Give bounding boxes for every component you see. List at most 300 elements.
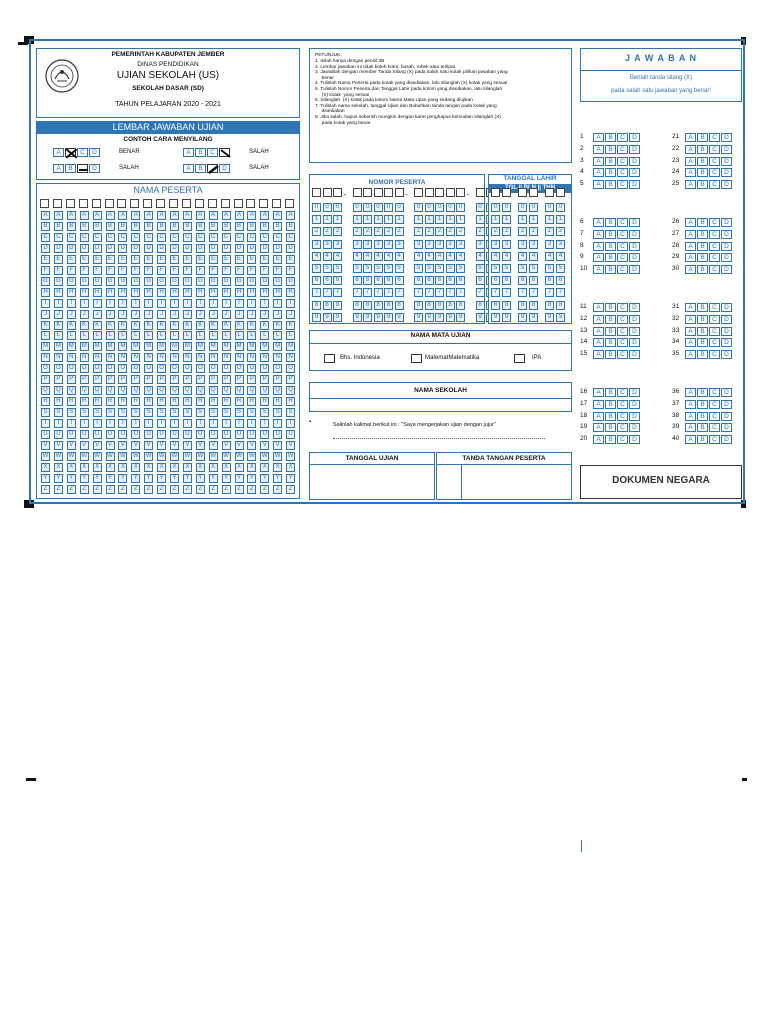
name-bubble-w[interactable]: W [158,452,165,459]
name-bubble-v[interactable]: V [157,441,166,450]
nomor-bubble-5[interactable]: 5 [435,264,444,273]
nomor-bubble-8[interactable]: 8 [312,301,321,310]
name-bubble-p[interactable]: P [106,375,115,384]
nomor-bubble-6[interactable]: 6 [374,276,383,285]
name-bubble-i[interactable]: I [106,299,115,308]
name-bubble-a[interactable]: A [196,211,205,220]
tgl-bubble-0[interactable]: 0 [529,203,538,212]
tgl-bubble-0[interactable]: 0 [556,203,565,212]
answer-option-d[interactable]: D [629,157,640,166]
name-bubble-q[interactable]: Q [260,386,269,395]
nomor-bubble-3[interactable]: 3 [363,240,372,249]
name-bubble-n[interactable]: N [209,353,218,362]
name-bubble-z[interactable]: Z [106,485,115,494]
name-bubble-l[interactable]: L [235,331,244,340]
name-bubble-p[interactable]: P [170,375,179,384]
name-bubble-j[interactable]: J [80,310,89,319]
name-bubble-a[interactable]: A [235,211,244,220]
nomor-bubble-2[interactable]: 2 [456,227,465,236]
answer-option-a[interactable]: A [593,180,604,189]
name-bubble-t[interactable]: T [286,419,295,428]
nomor-bubble-5[interactable]: 5 [384,264,393,273]
name-bubble-c[interactable]: C [196,233,205,242]
tgl-bubble-8[interactable]: 8 [556,301,565,310]
answer-option-b[interactable]: B [697,412,708,421]
nomor-bubble-8[interactable]: 8 [353,301,362,310]
name-bubble-m[interactable]: M [146,343,152,350]
answer-option-b[interactable]: B [697,180,708,189]
tgl-write-box[interactable] [545,188,554,197]
name-bubble-b[interactable]: B [54,222,63,231]
nomor-bubble-8[interactable]: 8 [476,301,485,310]
nomor-bubble-8[interactable]: 8 [414,301,423,310]
answer-option-b[interactable]: B [605,145,616,154]
name-bubble-c[interactable]: C [235,233,244,242]
tanda-tangan-box[interactable] [436,452,572,500]
name-bubble-j[interactable]: J [93,310,102,319]
answer-option-c[interactable]: C [617,253,628,262]
nomor-bubble-8[interactable]: 8 [425,301,434,310]
subject-checkbox-bhs-indonesia[interactable] [324,354,335,363]
name-bubble-r[interactable]: R [273,397,282,406]
tgl-bubble-8[interactable]: 8 [529,301,538,310]
name-bubble-m[interactable]: M [43,343,48,350]
nomor-bubble-9[interactable]: 9 [414,313,423,322]
name-bubble-p[interactable]: P [247,375,256,384]
name-bubble-n[interactable]: N [131,353,140,362]
answer-option-d[interactable]: D [721,303,732,312]
name-bubble-w[interactable]: W [236,452,242,459]
nomor-bubble-1[interactable]: 1 [435,215,444,224]
answer-option-a[interactable]: A [685,265,696,274]
name-bubble-x[interactable]: X [235,463,244,472]
answer-option-a[interactable]: A [593,423,604,432]
answer-option-c[interactable]: C [709,400,720,409]
nomor-write-box[interactable] [446,188,455,197]
name-bubble-x[interactable]: X [222,463,231,472]
answer-option-a[interactable]: A [593,338,604,347]
name-bubble-b[interactable]: B [209,222,218,231]
name-bubble-s[interactable]: S [131,408,140,417]
nomor-bubble-4[interactable]: 4 [435,252,444,261]
answer-option-d[interactable]: D [629,423,640,432]
name-bubble-y[interactable]: Y [183,474,192,483]
answer-option-b[interactable]: B [605,253,616,262]
answer-option-b[interactable]: B [605,435,616,444]
name-bubble-k[interactable]: K [144,321,153,330]
name-bubble-t[interactable]: T [118,419,127,428]
name-bubble-u[interactable]: U [260,430,269,439]
answer-option-c[interactable]: C [709,218,720,227]
name-bubble-e[interactable]: E [286,255,295,264]
nomor-bubble-2[interactable]: 2 [435,227,444,236]
name-bubble-n[interactable]: N [54,353,63,362]
name-bubble-x[interactable]: X [93,463,102,472]
name-bubble-k[interactable]: K [170,321,179,330]
name-bubble-k[interactable]: K [196,321,205,330]
name-bubble-h[interactable]: H [170,288,179,297]
nomor-bubble-3[interactable]: 3 [414,240,423,249]
answer-option-c[interactable]: C [617,180,628,189]
name-bubble-y[interactable]: Y [273,474,282,483]
name-bubble-b[interactable]: B [196,222,205,231]
name-bubble-r[interactable]: R [80,397,89,406]
nomor-bubble-1[interactable]: 1 [363,215,372,224]
name-bubble-o[interactable]: O [80,364,89,373]
nomor-bubble-5[interactable]: 5 [333,264,342,273]
name-bubble-l[interactable]: L [196,331,205,340]
name-bubble-c[interactable]: C [144,233,153,242]
name-bubble-p[interactable]: P [222,375,231,384]
answer-option-d[interactable]: D [629,145,640,154]
name-bubble-f[interactable]: F [273,266,282,275]
name-bubble-c[interactable]: C [106,233,115,242]
nomor-bubble-7[interactable]: 7 [363,288,372,297]
answer-option-c[interactable]: C [709,265,720,274]
answer-option-b[interactable]: B [697,265,708,274]
name-bubble-e[interactable]: E [80,255,89,264]
name-bubble-u[interactable]: U [106,430,115,439]
name-bubble-g[interactable]: G [144,277,153,286]
nomor-bubble-9[interactable]: 9 [353,313,362,322]
name-bubble-r[interactable]: R [260,397,269,406]
name-bubble-n[interactable]: N [170,353,179,362]
name-bubble-j[interactable]: J [183,310,192,319]
nomor-write-box[interactable] [435,188,444,197]
nomor-bubble-2[interactable]: 2 [476,227,485,236]
name-bubble-r[interactable]: R [144,397,153,406]
name-bubble-d[interactable]: D [157,244,166,253]
tgl-bubble-8[interactable]: 8 [518,301,527,310]
answer-option-c[interactable]: C [617,338,628,347]
name-bubble-r[interactable]: R [157,397,166,406]
nomor-bubble-3[interactable]: 3 [323,240,332,249]
nomor-bubble-3[interactable]: 3 [435,240,444,249]
nomor-bubble-0[interactable]: 0 [374,203,383,212]
answer-option-b[interactable]: B [605,157,616,166]
answer-option-c[interactable]: C [709,168,720,177]
name-bubble-h[interactable]: H [80,288,89,297]
name-bubble-y[interactable]: Y [286,474,295,483]
name-bubble-s[interactable]: S [118,408,127,417]
name-bubble-x[interactable]: X [41,463,50,472]
name-bubble-k[interactable]: K [260,321,269,330]
name-bubble-p[interactable]: P [144,375,153,384]
name-bubble-m[interactable]: M [210,343,216,350]
answer-option-d[interactable]: D [629,388,640,397]
name-bubble-x[interactable]: X [80,463,89,472]
tgl-bubble-8[interactable]: 8 [491,301,500,310]
name-bubble-i[interactable]: I [144,299,153,308]
nomor-bubble-9[interactable]: 9 [333,313,342,322]
name-bubble-r[interactable]: R [106,397,115,406]
answer-option-a[interactable]: A [685,315,696,324]
answer-option-a[interactable]: A [593,400,604,409]
answer-option-b[interactable]: B [697,423,708,432]
name-bubble-m[interactable]: M [133,343,139,350]
name-bubble-s[interactable]: S [67,408,76,417]
answer-option-d[interactable]: D [629,350,640,359]
nomor-write-box[interactable] [384,188,393,197]
name-bubble-o[interactable]: O [170,364,179,373]
name-bubble-r[interactable]: R [170,397,179,406]
answer-option-d[interactable]: D [629,242,640,251]
tanggal-ujian-box[interactable] [309,452,435,500]
nomor-bubble-3[interactable]: 3 [456,240,465,249]
nomor-bubble-0[interactable]: 0 [353,203,362,212]
answer-option-c[interactable]: C [617,303,628,312]
name-bubble-q[interactable]: Q [93,386,102,395]
tgl-write-box[interactable] [529,188,538,197]
name-bubble-k[interactable]: K [54,321,63,330]
name-bubble-o[interactable]: O [286,364,295,373]
name-bubble-b[interactable]: B [247,222,256,231]
name-bubble-z[interactable]: Z [222,485,231,494]
name-bubble-h[interactable]: H [41,288,50,297]
name-bubble-w[interactable]: W [145,452,152,459]
nomor-bubble-7[interactable]: 7 [384,288,393,297]
nomor-bubble-0[interactable]: 0 [476,203,485,212]
answer-option-a[interactable]: A [685,338,696,347]
name-bubble-r[interactable]: R [67,397,76,406]
tgl-write-box[interactable] [518,188,527,197]
name-bubble-e[interactable]: E [131,255,140,264]
name-bubble-i[interactable]: I [93,299,102,308]
nomor-bubble-0[interactable]: 0 [363,203,372,212]
name-bubble-t[interactable]: T [209,419,218,428]
name-bubble-f[interactable]: F [247,266,256,275]
name-bubble-l[interactable]: L [247,331,256,340]
answer-option-c[interactable]: C [709,230,720,239]
name-bubble-t[interactable]: T [222,419,231,428]
name-bubble-i[interactable]: I [260,299,269,308]
name-bubble-h[interactable]: H [247,288,256,297]
answer-option-a[interactable]: A [593,230,604,239]
nomor-write-box[interactable] [363,188,372,197]
name-bubble-d[interactable]: D [118,244,127,253]
tgl-bubble-7[interactable]: 7 [502,288,511,297]
name-bubble-g[interactable]: G [222,277,231,286]
tgl-bubble-2[interactable]: 2 [502,227,511,236]
name-bubble-p[interactable]: P [80,375,89,384]
name-bubble-v[interactable]: V [196,441,205,450]
name-bubble-i[interactable]: I [170,299,179,308]
answer-option-d[interactable]: D [721,400,732,409]
name-bubble-s[interactable]: S [170,408,179,417]
name-bubble-v[interactable]: V [170,441,179,450]
answer-option-d[interactable]: D [629,133,640,142]
answer-option-b[interactable]: B [697,315,708,324]
name-bubble-f[interactable]: F [118,266,127,275]
name-bubble-y[interactable]: Y [41,474,50,483]
answer-option-a[interactable]: A [685,168,696,177]
answer-option-c[interactable]: C [709,327,720,336]
name-bubble-r[interactable]: R [54,397,63,406]
name-bubble-f[interactable]: F [170,266,179,275]
nomor-bubble-1[interactable]: 1 [323,215,332,224]
name-bubble-w[interactable]: W [68,452,75,459]
name-bubble-v[interactable]: V [235,441,244,450]
name-bubble-g[interactable]: G [273,277,282,286]
answer-option-d[interactable]: D [721,157,732,166]
name-bubble-b[interactable]: B [157,222,166,231]
nomor-bubble-1[interactable]: 1 [374,215,383,224]
answer-option-b[interactable]: B [697,230,708,239]
name-bubble-n[interactable]: N [247,353,256,362]
nomor-bubble-0[interactable]: 0 [312,203,321,212]
name-bubble-u[interactable]: U [144,430,153,439]
name-write-box[interactable] [130,199,139,208]
name-bubble-c[interactable]: C [80,233,89,242]
nomor-bubble-6[interactable]: 6 [333,276,342,285]
name-bubble-k[interactable]: K [235,321,244,330]
nomor-bubble-4[interactable]: 4 [414,252,423,261]
nomor-bubble-3[interactable]: 3 [312,240,321,249]
name-bubble-n[interactable]: N [144,353,153,362]
tgl-write-box[interactable] [502,188,511,197]
name-bubble-l[interactable]: L [80,331,89,340]
name-bubble-m[interactable]: M [55,343,61,350]
name-bubble-m[interactable]: M [236,343,242,350]
answer-option-c[interactable]: C [709,435,720,444]
name-bubble-d[interactable]: D [144,244,153,253]
answer-option-b[interactable]: B [605,303,616,312]
name-bubble-d[interactable]: D [54,244,63,253]
name-bubble-c[interactable]: C [54,233,63,242]
nomor-bubble-5[interactable]: 5 [414,264,423,273]
name-bubble-d[interactable]: D [235,244,244,253]
name-bubble-x[interactable]: X [247,463,256,472]
name-bubble-t[interactable]: T [247,419,256,428]
name-bubble-q[interactable]: Q [80,386,89,395]
name-bubble-x[interactable]: X [67,463,76,472]
nomor-bubble-8[interactable]: 8 [446,301,455,310]
nomor-bubble-9[interactable]: 9 [425,313,434,322]
tgl-bubble-6[interactable]: 6 [502,276,511,285]
name-bubble-x[interactable]: X [260,463,269,472]
tgl-bubble-9[interactable]: 9 [545,313,554,322]
name-write-box[interactable] [66,199,75,208]
name-bubble-v[interactable]: V [273,441,282,450]
name-bubble-a[interactable]: A [286,211,295,220]
name-bubble-x[interactable]: X [170,463,179,472]
nomor-bubble-2[interactable]: 2 [312,227,321,236]
name-bubble-z[interactable]: Z [209,485,218,494]
name-bubble-z[interactable]: Z [247,485,256,494]
name-bubble-k[interactable]: K [286,321,295,330]
answer-option-a[interactable]: A [685,133,696,142]
nomor-bubble-5[interactable]: 5 [374,264,383,273]
name-bubble-q[interactable]: Q [157,386,166,395]
name-write-box[interactable] [246,199,255,208]
name-bubble-u[interactable]: U [273,430,282,439]
name-bubble-v[interactable]: V [93,441,102,450]
name-bubble-j[interactable]: J [247,310,256,319]
tgl-bubble-9[interactable]: 9 [529,313,538,322]
nomor-bubble-6[interactable]: 6 [363,276,372,285]
name-bubble-v[interactable]: V [209,441,218,450]
answer-option-c[interactable]: C [617,133,628,142]
name-bubble-a[interactable]: A [118,211,127,220]
name-bubble-p[interactable]: P [54,375,63,384]
tgl-bubble-3[interactable]: 3 [518,240,527,249]
answer-option-d[interactable]: D [721,230,732,239]
name-bubble-y[interactable]: Y [106,474,115,483]
name-bubble-h[interactable]: H [93,288,102,297]
name-write-box[interactable] [143,199,152,208]
name-bubble-s[interactable]: S [222,408,231,417]
name-bubble-p[interactable]: P [157,375,166,384]
name-bubble-h[interactable]: H [106,288,115,297]
answer-option-a[interactable]: A [593,265,604,274]
name-bubble-u[interactable]: U [157,430,166,439]
tgl-bubble-6[interactable]: 6 [545,276,554,285]
nomor-bubble-9[interactable]: 9 [476,313,485,322]
name-bubble-g[interactable]: G [131,277,140,286]
tgl-bubble-5[interactable]: 5 [529,264,538,273]
name-bubble-g[interactable]: G [235,277,244,286]
name-bubble-e[interactable]: E [209,255,218,264]
name-bubble-h[interactable]: H [286,288,295,297]
name-bubble-t[interactable]: T [67,419,76,428]
nomor-bubble-4[interactable]: 4 [312,252,321,261]
name-bubble-w[interactable]: W [274,452,281,459]
tgl-bubble-2[interactable]: 2 [556,227,565,236]
name-bubble-u[interactable]: U [41,430,50,439]
answer-option-d[interactable]: D [629,338,640,347]
statement-write-line[interactable] [333,438,545,439]
name-bubble-x[interactable]: X [118,463,127,472]
answer-option-a[interactable]: A [593,435,604,444]
nomor-bubble-6[interactable]: 6 [456,276,465,285]
nomor-write-box[interactable] [374,188,383,197]
nomor-bubble-8[interactable]: 8 [333,301,342,310]
name-bubble-y[interactable]: Y [209,474,218,483]
answer-option-a[interactable]: A [593,303,604,312]
answer-option-b[interactable]: B [697,218,708,227]
name-bubble-a[interactable]: A [54,211,63,220]
name-bubble-c[interactable]: C [183,233,192,242]
name-write-box[interactable] [221,199,230,208]
name-bubble-b[interactable]: B [170,222,179,231]
name-bubble-j[interactable]: J [235,310,244,319]
name-bubble-o[interactable]: O [183,364,192,373]
nomor-bubble-1[interactable]: 1 [384,215,393,224]
name-bubble-n[interactable]: N [157,353,166,362]
name-bubble-k[interactable]: K [67,321,76,330]
name-bubble-j[interactable]: J [209,310,218,319]
name-bubble-a[interactable]: A [144,211,153,220]
name-bubble-q[interactable]: Q [54,386,63,395]
name-bubble-y[interactable]: Y [67,474,76,483]
name-bubble-v[interactable]: V [260,441,269,450]
answer-option-c[interactable]: C [617,327,628,336]
name-bubble-q[interactable]: Q [183,386,192,395]
answer-option-b[interactable]: B [605,265,616,274]
name-write-box[interactable] [53,199,62,208]
name-bubble-g[interactable]: G [183,277,192,286]
answer-option-b[interactable]: B [697,303,708,312]
name-bubble-q[interactable]: Q [67,386,76,395]
name-bubble-n[interactable]: N [196,353,205,362]
name-bubble-o[interactable]: O [67,364,76,373]
tgl-bubble-1[interactable]: 1 [529,215,538,224]
name-bubble-g[interactable]: G [260,277,269,286]
name-bubble-y[interactable]: Y [170,474,179,483]
nomor-bubble-2[interactable]: 2 [384,227,393,236]
tgl-bubble-1[interactable]: 1 [518,215,527,224]
nomor-bubble-5[interactable]: 5 [476,264,485,273]
